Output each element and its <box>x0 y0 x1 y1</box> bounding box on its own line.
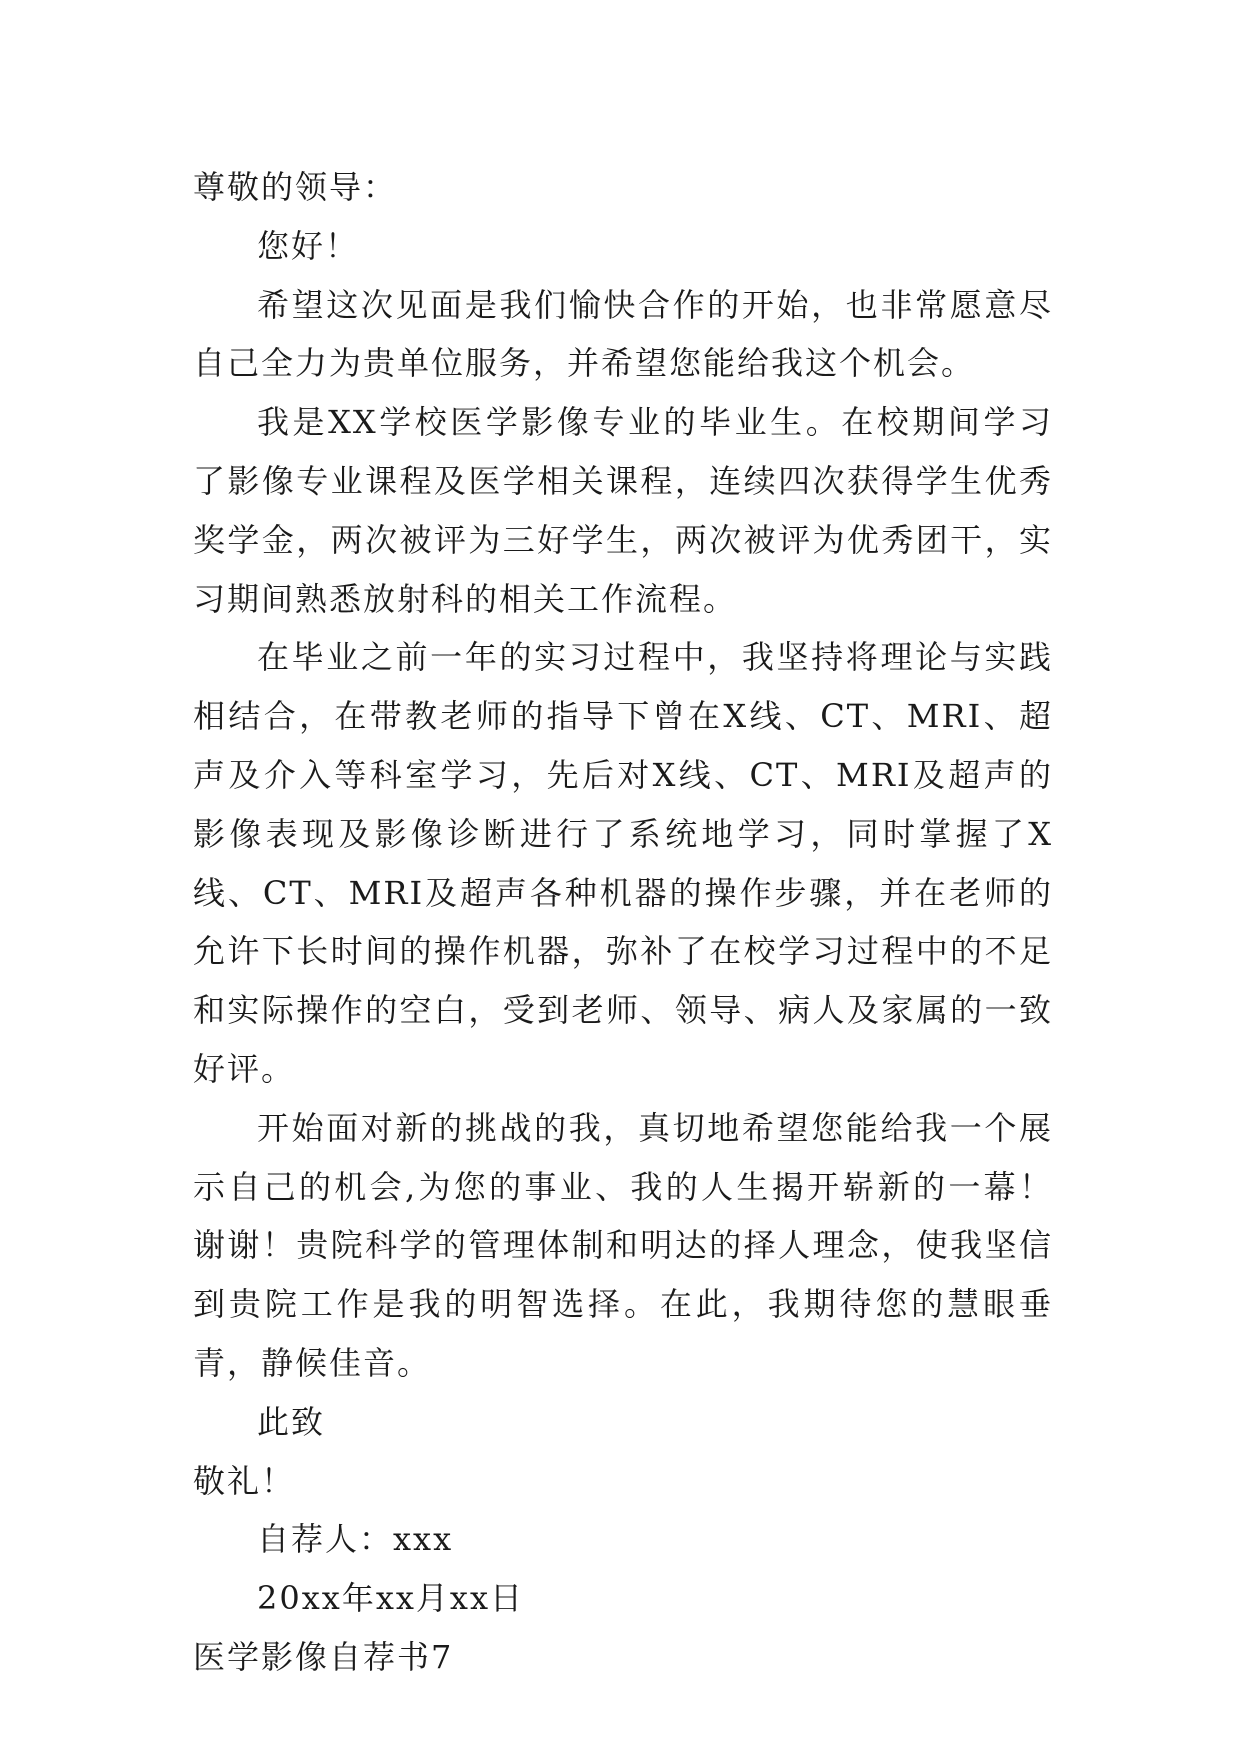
closing-regards: 此致 <box>257 1402 326 1441</box>
paragraph-conclusion: 开始面对新的挑战的我，真切地希望您能给我一个展示自己的机会,为您的事业、我的人生揭开崭新的一幕！谢谢！贵院科学的管理体制和明达的择人理念，使我坚信到贵院工作是我的明智选择。在此，我期待您的慧眼垂青，静候佳音。 <box>193 1108 1053 1382</box>
signature: 自荐人：xxx <box>257 1520 454 1559</box>
letter-date: 20xx年xx月xx日 <box>257 1579 525 1618</box>
paragraph-internship: 在毕业之前一年的实习过程中，我坚持将理论与实践相结合，在带教老师的指导下曾在X线、CT、MRI、超声及介入等科室学习，先后对X线、CT、MRI及超声的影像表现及影像诊断进行了系统地学习，同时掌握了X线、CT、MRI及超声各种机器的操作步骤，并在老师的允许下长时间的操作机器，弥补了在校学习过程中的不足和实际操作的空白，受到老师、领导、病人及家属的一致好评。 <box>193 638 1053 1088</box>
next-section-heading: 医学影像自荐书7 <box>193 1637 454 1676</box>
salutation: 尊敬的领导： <box>193 168 398 206</box>
paragraph-education: 我是XX学校医学影像专业的毕业生。在校期间学习了影像专业课程及医学相关课程，连续四次获得学生优秀奖学金，两次被评为三好学生，两次被评为优秀团干，实习期间熟悉放射科的相关工作流程。 <box>193 403 1053 618</box>
greeting: 您好！ <box>257 226 360 265</box>
paragraph-intro: 希望这次见面是我们愉快合作的开始，也非常愿意尽自己全力为贵单位服务，并希望您能给我这个机会。 <box>193 285 1053 383</box>
closing-salute: 敬礼！ <box>193 1461 296 1500</box>
letter-body <box>193 158 1053 1687</box>
